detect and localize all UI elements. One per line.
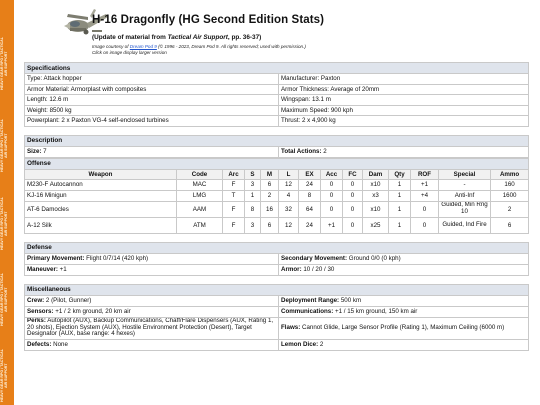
crew-value: 2 (Pilot, Gunner) — [44, 297, 92, 304]
weapon-cell: 0 — [343, 201, 363, 217]
weapon-cell: 0 — [343, 217, 363, 233]
weapon-cell: 160 — [491, 179, 529, 190]
primary-movement-value: Flight 0/7/14 (420 kph) — [84, 255, 149, 262]
weapon-cell: LMG — [177, 190, 223, 201]
page-title: H-16 Dragonfly (HG Second Edition Stats) — [92, 14, 325, 26]
weapon-cell: 32 — [279, 201, 299, 217]
spec-cell: Wingspan: 13.1 m — [279, 95, 529, 106]
lemon-dice-label: Lemon Dice: — [281, 341, 319, 348]
weapon-cell: x10 — [363, 201, 389, 217]
lemon-dice-value: 2 — [318, 341, 324, 348]
weapon-cell: 1 — [389, 217, 411, 233]
weapon-cell: MAC — [177, 179, 223, 190]
weapon-cell: M230-F Autocannon — [25, 179, 177, 190]
armor-label: Armor: — [281, 266, 302, 273]
image-credit — [92, 44, 306, 56]
weapon-cell: 0 — [343, 190, 363, 201]
defense-table — [24, 242, 529, 276]
armor-value: 10 / 20 / 30 — [301, 266, 335, 273]
weapon-cell: 6 — [261, 179, 279, 190]
spec-cell: Manufacturer: Paxton — [279, 74, 529, 85]
weapon-cell: 1 — [389, 201, 411, 217]
weapon-cell: Guided, Ind Fire — [439, 217, 491, 233]
weapon-cell: 1 — [245, 190, 261, 201]
offense-table — [24, 158, 529, 234]
column-header: EX — [299, 169, 321, 179]
weapon-cell: 0 — [321, 179, 343, 190]
column-header: L — [279, 169, 299, 179]
update-source: Tactical Air Support — [167, 34, 228, 41]
deployment-range-value: 500 km — [339, 297, 362, 304]
page-header — [24, 4, 528, 62]
weapon-cell: x25 — [363, 217, 389, 233]
table-row — [25, 295, 529, 306]
weapon-cell: 8 — [245, 201, 261, 217]
spec-cell: Armor Thickness: Average of 20mm — [279, 84, 529, 95]
spec-cell: Thrust: 2 x 4,900 kg — [279, 116, 529, 127]
specifications-table — [24, 62, 529, 127]
spec-cell: Type: Attack hopper — [25, 74, 279, 85]
primary-movement-cell — [25, 253, 279, 264]
weapon-row — [25, 190, 529, 201]
flaws-value: Cannot Glide, Large Sensor Profile (Rating 1), Maximum Ceiling (6000 m) — [300, 323, 505, 331]
update-prefix: (Update of material from — [92, 34, 168, 41]
maneuver-cell — [25, 264, 279, 275]
column-header: Weapon — [25, 169, 177, 179]
column-header: M — [261, 169, 279, 179]
miscellaneous-table — [24, 284, 529, 351]
miscellaneous-heading: Miscellaneous — [25, 284, 529, 295]
actions-label: Total Actions: — [281, 148, 322, 155]
perks-value: Autopilot (AUX), Backup Communications, Chaff/Flare Dispensers (AUX, Rating 1, 20 shots), Ejection System (AUX), Hostile Environment Protection (Desert), Target Designator (AUX, base range: 4 hexes) — [27, 317, 274, 338]
weapon-cell: 16 — [261, 201, 279, 217]
description-table — [24, 135, 529, 158]
defects-value: None — [51, 341, 68, 348]
weapon-cell: 6 — [491, 217, 529, 233]
maneuver-label: Maneuver: — [27, 266, 58, 273]
weapon-cell: 1 — [389, 179, 411, 190]
weapon-row — [25, 217, 529, 233]
column-header: FC — [343, 169, 363, 179]
perks-label: Perks: — [27, 317, 46, 324]
table-row — [25, 306, 529, 317]
actions-cell — [279, 146, 529, 157]
sidebar-label-4: HEAVY GEAR RPG / TACTICAL AIR SUPPORT — [0, 273, 8, 327]
table-row — [25, 105, 529, 116]
sensors-value: +1 / 2 km ground, 20 km air — [53, 308, 131, 315]
table-row — [25, 146, 529, 157]
sidebar-label-1: HEAVY GEAR RPG / TACTICAL AIR SUPPORT — [0, 37, 8, 91]
column-header: Code — [177, 169, 223, 179]
weapon-cell: +4 — [411, 190, 439, 201]
table-row — [25, 317, 529, 339]
weapon-cell: Guided, Min Rng 10 — [439, 201, 491, 217]
weapon-cell: +1 — [321, 217, 343, 233]
weapon-cell: F — [223, 201, 245, 217]
column-header: S — [245, 169, 261, 179]
weapon-cell: 2 — [491, 201, 529, 217]
weapon-cell: x10 — [363, 179, 389, 190]
column-header: ROF — [411, 169, 439, 179]
primary-movement-label: Primary Movement: — [27, 255, 85, 262]
column-header: Arc — [223, 169, 245, 179]
weapon-cell: 12 — [279, 179, 299, 190]
weapon-cell: 0 — [411, 217, 439, 233]
flaws-cell — [279, 317, 529, 339]
weapon-cell: 0 — [321, 190, 343, 201]
table-row — [25, 264, 529, 275]
secondary-movement-value: Ground 0/0 (0 kph) — [347, 255, 401, 262]
table-row — [25, 74, 529, 85]
weapon-cell: 24 — [299, 179, 321, 190]
spec-cell: Maximum Speed: 900 kph — [279, 105, 529, 116]
weapon-row — [25, 179, 529, 190]
spec-cell: Weight: 8500 kg — [25, 105, 279, 116]
spec-cell: Armor Material: Armorplast with composites — [25, 84, 279, 95]
communications-cell — [279, 306, 529, 317]
weapon-row — [25, 201, 529, 217]
weapon-cell: Anti-Inf — [439, 190, 491, 201]
crew-label: Crew: — [27, 297, 45, 304]
table-row — [25, 95, 529, 106]
weapon-cell: - — [439, 179, 491, 190]
table-row — [25, 116, 529, 127]
weapon-cell: F — [223, 217, 245, 233]
offense-heading: Offense — [25, 158, 529, 169]
weapon-cell: AAM — [177, 201, 223, 217]
offense-header-row — [25, 169, 529, 179]
flaws-label: Flaws: — [281, 323, 301, 331]
defense-heading: Defense — [25, 242, 529, 253]
weapon-cell: AT-6 Damocles — [25, 201, 177, 217]
column-header: Qty — [389, 169, 411, 179]
weapon-cell: KJ-16 Minigun — [25, 190, 177, 201]
sidebar-label-5: HEAVY GEAR RPG / TACTICAL AIR SUPPORT — [0, 349, 8, 403]
size-label: Size: — [27, 148, 42, 155]
communications-value: +1 / 15 km ground, 150 km air — [333, 308, 418, 315]
defects-label: Defects: — [27, 341, 52, 348]
weapon-cell: 6 — [261, 217, 279, 233]
dream-pod-9-link[interactable]: Dream Pod 9 — [129, 44, 157, 49]
weapon-cell: T — [223, 190, 245, 201]
weapon-cell: 8 — [299, 190, 321, 201]
weapon-cell: 4 — [279, 190, 299, 201]
crew-cell — [25, 295, 279, 306]
column-header: Special — [439, 169, 491, 179]
weapon-cell: 1600 — [491, 190, 529, 201]
weapon-cell: 3 — [245, 179, 261, 190]
column-header: Acc — [321, 169, 343, 179]
left-sidebar — [0, 0, 14, 405]
table-row — [25, 253, 529, 264]
sidebar-label-2: HEAVY GEAR RPG / TACTICAL AIR SUPPORT — [0, 119, 8, 173]
spec-cell: Powerplant: 2 x Paxton VG-4 self-enclosed turbines — [25, 116, 279, 127]
secondary-movement-label: Secondary Movement: — [281, 255, 348, 262]
weapon-cell: 1 — [389, 190, 411, 201]
deployment-range-cell — [279, 295, 529, 306]
weapon-cell: x3 — [363, 190, 389, 201]
perks-cell — [25, 317, 279, 339]
size-cell — [25, 146, 279, 157]
armor-cell — [279, 264, 529, 275]
weapon-cell: 3 — [245, 217, 261, 233]
weapon-cell: ATM — [177, 217, 223, 233]
sensors-label: Sensors: — [27, 308, 54, 315]
lemon-dice-cell — [279, 339, 529, 350]
maneuver-value: +1 — [57, 266, 67, 273]
weapon-cell: F — [223, 179, 245, 190]
size-value: 7 — [41, 148, 47, 155]
credit-click-note: Click on image display larger version — [92, 50, 167, 55]
deployment-range-label: Deployment Range: — [281, 297, 340, 304]
credit-suffix: (© 1996 - 2023, Dream Pod 9. All rights reserved; used with permission.) — [156, 44, 306, 49]
main-content — [24, 4, 528, 351]
update-note — [92, 34, 261, 41]
table-row — [25, 84, 529, 95]
description-heading: Description — [25, 135, 529, 146]
update-suffix: , pp. 36-37) — [227, 34, 262, 41]
defects-cell — [25, 339, 279, 350]
communications-label: Communications: — [281, 308, 334, 315]
weapon-cell: 12 — [279, 217, 299, 233]
spec-cell: Length: 12.6 m — [25, 95, 279, 106]
weapon-cell: 64 — [299, 201, 321, 217]
secondary-movement-cell — [279, 253, 529, 264]
weapon-cell: 0 — [411, 201, 439, 217]
weapon-cell: A-12 Silk — [25, 217, 177, 233]
weapon-cell: +1 — [411, 179, 439, 190]
table-row — [25, 339, 529, 350]
weapon-cell: 0 — [321, 201, 343, 217]
weapon-cell: 2 — [261, 190, 279, 201]
sensors-cell — [25, 306, 279, 317]
specifications-heading: Specifications — [25, 63, 529, 74]
column-header: Dam — [363, 169, 389, 179]
weapon-cell: 0 — [343, 179, 363, 190]
actions-value: 2 — [321, 148, 327, 155]
sidebar-label-3: HEAVY GEAR RPG / TACTICAL AIR SUPPORT — [0, 197, 8, 251]
column-header: Ammo — [491, 169, 529, 179]
credit-prefix: Image courtesy of — [92, 44, 130, 49]
weapon-cell: 24 — [299, 217, 321, 233]
